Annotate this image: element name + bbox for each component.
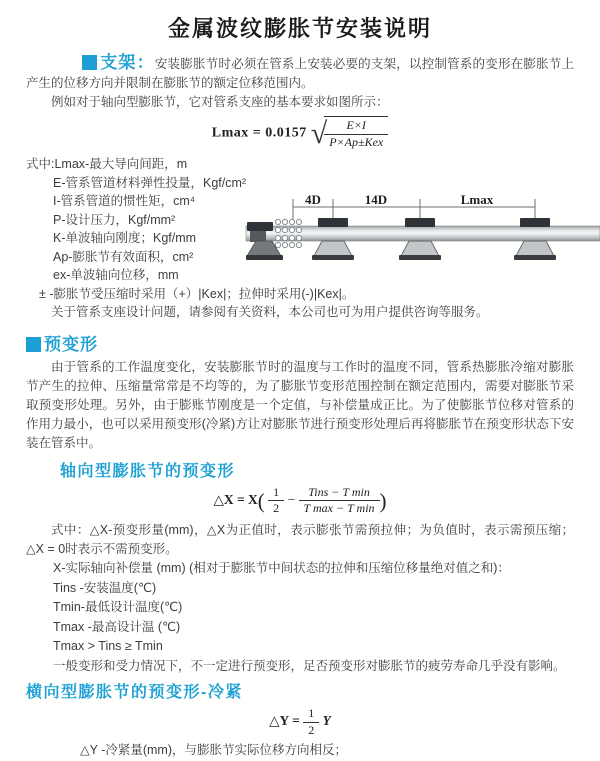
axial-item: Tmax -最高设计温 (℃) — [53, 619, 181, 634]
definitions-list — [26, 155, 574, 322]
support-section-paragraph — [26, 53, 574, 93]
predeform-section-label: 预变形 — [44, 334, 98, 354]
predeform-paragraph: 由于管系的工作温度变化，安装膨胀节时的温度与工作时的温度不同，管系热膨胀冷缩对膨胀节产生的拉伸、压缩量常常是不均等的，为了膨胀节变形范围控制在额定范围内，需要对膨胀节采取预变形处理。另外，由于膨账节刚度是一个定值，与补偿量成正比。为了使膨胀节位移对管系的作用力最小，也可以采用预变形(冷紧)方让对膨胀节进行预变形处理后再将膨胀节在预变形状态下安装在管系中。 — [26, 359, 574, 450]
half-fraction: $\frac{1}{2}$ — [303, 706, 319, 738]
lateral-note-wrap — [26, 741, 574, 761]
axial-heading: 轴向型膨胀节的预变形 — [60, 462, 236, 480]
radical-sign: √ — [310, 117, 328, 151]
lmax-formula-lhs: Lmax = 0.0157 — [211, 125, 307, 141]
lateral-formula — [0, 706, 600, 738]
definition-line: I-管系管道的惯性矩，cm⁴ — [53, 194, 196, 209]
definition-line: Ap-膨胀节有效面积，cm² — [53, 249, 194, 264]
lateral-formula-lhs: △Y = — [269, 713, 300, 729]
minus-sign: − — [287, 492, 296, 507]
half-fraction: $\frac{1}{2}$ — [268, 485, 284, 517]
axial-formula-lhs: △X = X — [213, 492, 258, 507]
page-title: 金属波纹膨胀节安装说明 — [167, 16, 432, 41]
temperature-fraction: $\frac{\text{Tins − T min}}{\text{T max − T min}}$ — [299, 485, 380, 517]
radical-body — [324, 116, 388, 150]
axial-note: 式中：△X-预变形量(mm)，△X为正值时，表示膨张节需预拉伸；为负值时，表示需预压缩；△X = 0时表示不需预变形。 — [26, 523, 574, 556]
definition-line: E-管系管道材料弹性投量，Kgf/cm² — [53, 175, 247, 190]
lateral-heading: 横向型膨胀节的预变形-冷紧 — [26, 684, 243, 701]
lmax-formula-denominator: P×Ap±Kex — [329, 134, 384, 149]
axial-item: 一般变形和受力情况下，不一定进行预变形，足否预变形对膨胀节的疲劳寿命几乎没有影响。 — [53, 658, 566, 673]
lmax-formula — [0, 116, 600, 151]
section-marker-icon — [82, 55, 97, 70]
definition-line: 式中:Lmax-最大导向间距，m — [26, 157, 188, 172]
dim-label-4d: 4D — [305, 192, 321, 207]
axial-items — [26, 559, 574, 676]
lmax-formula-numerator: E×I — [324, 118, 388, 135]
predeform-section-heading — [26, 330, 574, 355]
dim-label-lmax: Lmax — [460, 192, 494, 207]
axial-item: Tins -安装温度(℃) — [53, 580, 157, 595]
axial-item: X-实际轴向补偿量 (mm) (相对于膨胀节中间状态的拉伸和压缩位移量绝对值之和)： — [53, 561, 510, 575]
definition-line: P-设计压力，Kgf/mm² — [53, 212, 176, 227]
definition-line: K-单波轴向刚度；Kgf/mm — [53, 231, 197, 246]
lateral-note: △Y -冷紧量(mm)，与膨胀节实际位移方向相反； — [80, 743, 348, 758]
axial-formula — [0, 485, 600, 517]
definition-line: 关于管系支座设计问题，请参阅有关资料，本公司也可为用户提供咨询等服务。 — [51, 305, 489, 320]
close-paren: ) — [379, 489, 387, 513]
definition-line: ± -膨胀节受压缩时采用（+）|Kex|；拉伸时采用(-)|Kex|。 — [39, 286, 355, 301]
support-text: 安装膨胀节时必须在管系上安装必要的支架，以控制管系的变形在膨胀节上产生的位移方向并限制在膨胀节的额定位移范围内。 — [26, 57, 574, 90]
section-marker-icon — [26, 337, 41, 352]
support-example-text: 例如对于轴向型膨胀节，它对管系支座的基本要求如图所示： — [51, 95, 389, 109]
dim-label-14d: 14D — [364, 192, 388, 207]
axial-item: Tmax > Tins ≥ Tmin — [53, 639, 163, 653]
support-section-label: 支架： — [100, 53, 155, 72]
axial-item: Tmin-最低设计温度(℃) — [53, 600, 183, 614]
open-paren: ( — [257, 489, 265, 513]
definition-line: ex-单波轴向位移，mm — [53, 268, 179, 283]
lateral-formula-rhs: Y — [322, 713, 331, 729]
